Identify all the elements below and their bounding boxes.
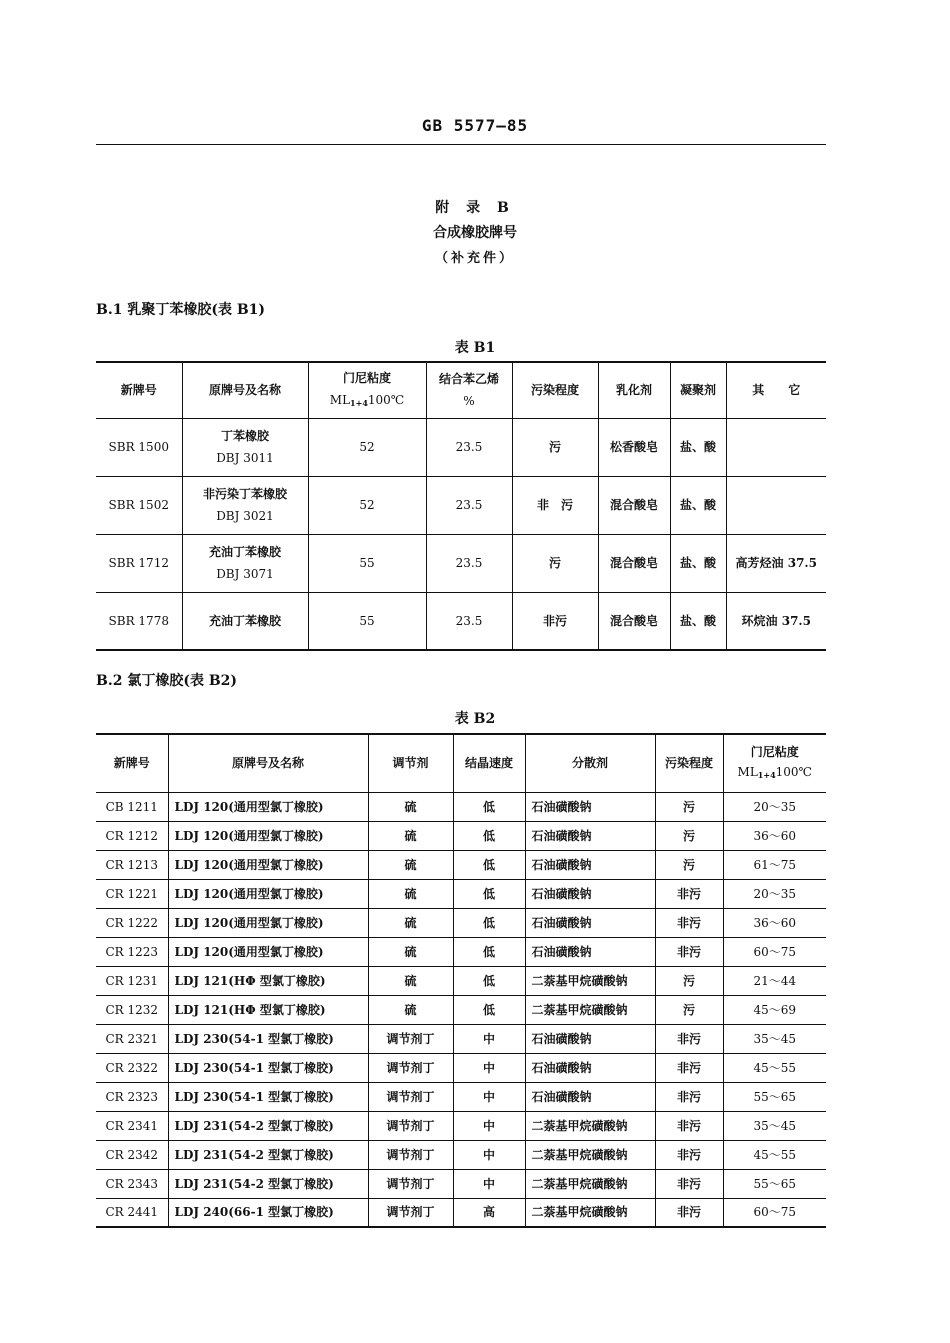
cell-staining: 非污 [655, 1024, 723, 1053]
cell-old-grade-name: LDJ 120(通用型氯丁橡胶) [168, 908, 368, 937]
cell-new-grade: CR 2343 [96, 1169, 168, 1198]
cell-new-grade: CR 2321 [96, 1024, 168, 1053]
cell-mooney: 52 [308, 476, 426, 534]
cell-mooney: 55 [308, 592, 426, 650]
cell-new-grade: CR 1221 [96, 879, 168, 908]
col-staining: 污染程度 [512, 362, 598, 418]
table-row [96, 850, 826, 879]
cell-staining: 污 [512, 534, 598, 592]
cell-old-code: DBJ 3021 [216, 509, 274, 523]
cell-old-grade-name: LDJ 121(HΦ 型氯丁橡胶) [168, 995, 368, 1024]
col-staining: 污染程度 [655, 734, 723, 792]
col-mooney [308, 362, 426, 418]
col-emulsifier: 乳化剂 [598, 362, 670, 418]
cell-old-code: DBJ 3011 [216, 451, 274, 465]
appendix-note: （补充件） [434, 251, 515, 266]
cell-new-grade: CR 1222 [96, 908, 168, 937]
cell-mooney: 55～65 [723, 1082, 826, 1111]
cell-mooney: 20～35 [723, 879, 826, 908]
cell-old-code: DBJ 3071 [216, 567, 274, 581]
table-row [96, 908, 826, 937]
cell-new-grade: CR 2323 [96, 1082, 168, 1111]
cell-modifier: 调节剂丁 [368, 1082, 453, 1111]
cell-crystallization: 中 [453, 1169, 525, 1198]
cell-old-grade-name [182, 476, 308, 534]
cell-new-grade: SBR 1502 [96, 476, 182, 534]
cell-new-grade: SBR 1500 [96, 418, 182, 476]
cell-new-grade: CR 2441 [96, 1198, 168, 1227]
cell-mooney: 60～75 [723, 937, 826, 966]
table-b2-header-row [96, 734, 826, 792]
table-b2-caption: 表 B2 [454, 711, 496, 727]
cell-other: 环烷油 37.5 [726, 592, 826, 650]
cell-old-grade-name: LDJ 120(通用型氯丁橡胶) [168, 821, 368, 850]
cell-modifier: 硫 [368, 850, 453, 879]
cell-staining: 非污 [655, 1140, 723, 1169]
cell-staining: 非污 [655, 1111, 723, 1140]
mooney-sub: 1+4 [757, 769, 776, 780]
cell-mooney: 45～69 [723, 995, 826, 1024]
mooney-ml: ML [737, 764, 758, 779]
cell-old-grade-name: LDJ 230(54-1 型氯丁橡胶) [168, 1082, 368, 1111]
cell-dispersant: 石油磺酸钠 [525, 1024, 655, 1053]
cell-old-grade-name: LDJ 120(通用型氯丁橡胶) [168, 937, 368, 966]
cell-modifier: 硫 [368, 995, 453, 1024]
cell-old-grade-name [182, 418, 308, 476]
cell-old-grade-name [182, 534, 308, 592]
cell-dispersant: 石油磺酸钠 [525, 937, 655, 966]
cell-crystallization: 低 [453, 850, 525, 879]
cell-crystallization: 中 [453, 1024, 525, 1053]
table-row [96, 1169, 826, 1198]
cell-coagulant: 盐、酸 [670, 476, 726, 534]
cell-other [726, 418, 826, 476]
table-row [96, 1082, 826, 1111]
cell-staining: 非污 [655, 908, 723, 937]
cell-old-grade-name: LDJ 240(66-1 型氯丁橡胶) [168, 1198, 368, 1227]
table-row [96, 476, 826, 534]
table-row [96, 592, 826, 650]
cell-styrene: 23.5 [426, 592, 512, 650]
table-row [96, 879, 826, 908]
table-row [96, 418, 826, 476]
cell-new-grade: CR 2322 [96, 1053, 168, 1082]
col-modifier: 调节剂 [368, 734, 453, 792]
col-coagulant: 凝聚剂 [670, 362, 726, 418]
appendix-title: 附 录 B [435, 200, 515, 216]
cell-mooney: 21～44 [723, 966, 826, 995]
styrene-unit: % [463, 394, 475, 409]
cell-dispersant: 二萘基甲烷磺酸钠 [525, 995, 655, 1024]
table-row [96, 937, 826, 966]
cell-new-grade: CR 1212 [96, 821, 168, 850]
cell-styrene: 23.5 [426, 476, 512, 534]
cell-modifier: 硫 [368, 792, 453, 821]
cell-mooney: 55～65 [723, 1169, 826, 1198]
cell-staining: 污 [655, 850, 723, 879]
cell-staining: 污 [655, 966, 723, 995]
mooney-label: 门尼粘度 [342, 370, 391, 385]
cell-modifier: 硫 [368, 821, 453, 850]
cell-mooney: 36～60 [723, 821, 826, 850]
cell-modifier: 调节剂丁 [368, 1024, 453, 1053]
cell-staining: 非污 [655, 1198, 723, 1227]
appendix-subtitle: 合成橡胶牌号 [433, 225, 517, 241]
cell-old-grade-name: LDJ 121(HΦ 型氯丁橡胶) [168, 966, 368, 995]
cell-coagulant: 盐、酸 [670, 534, 726, 592]
cell-staining: 污 [655, 821, 723, 850]
cell-dispersant: 二萘基甲烷磺酸钠 [525, 1198, 655, 1227]
cell-mooney: 60～75 [723, 1198, 826, 1227]
table-row [96, 966, 826, 995]
cell-modifier: 硫 [368, 908, 453, 937]
cell-staining: 非 污 [512, 476, 598, 534]
cell-mooney: 45～55 [723, 1140, 826, 1169]
cell-old-grade-name: 充油丁苯橡胶 [182, 592, 308, 650]
cell-crystallization: 高 [453, 1198, 525, 1227]
cell-old-grade-name: LDJ 231(54-2 型氯丁橡胶) [168, 1111, 368, 1140]
cell-old-name: 非污染丁苯橡胶 [202, 487, 287, 501]
cell-dispersant: 石油磺酸钠 [525, 908, 655, 937]
cell-dispersant: 二萘基甲烷磺酸钠 [525, 966, 655, 995]
col-new-grade: 新牌号 [96, 734, 168, 792]
cell-coagulant: 盐、酸 [670, 418, 726, 476]
cell-new-grade: CR 2342 [96, 1140, 168, 1169]
cell-old-grade-name: LDJ 120(通用型氯丁橡胶) [168, 850, 368, 879]
col-dispersant: 分散剂 [525, 734, 655, 792]
cell-staining: 非污 [655, 879, 723, 908]
cell-staining: 非污 [512, 592, 598, 650]
mooney-ml: ML [329, 392, 351, 407]
cell-modifier: 调节剂丁 [368, 1140, 453, 1169]
cell-emulsifier: 混合酸皂 [598, 592, 670, 650]
cell-staining: 污 [655, 995, 723, 1024]
cell-dispersant: 二萘基甲烷磺酸钠 [525, 1111, 655, 1140]
table-b1-caption: 表 B1 [454, 340, 496, 356]
cell-old-grade-name: LDJ 230(54-1 型氯丁橡胶) [168, 1053, 368, 1082]
cell-new-grade: CR 2341 [96, 1111, 168, 1140]
table-b2 [96, 733, 826, 1228]
cell-crystallization: 低 [453, 908, 525, 937]
table-b1-header-row [96, 362, 826, 418]
cell-staining: 非污 [655, 937, 723, 966]
cell-crystallization: 低 [453, 821, 525, 850]
col-crystallization: 结晶速度 [453, 734, 525, 792]
cell-mooney: 52 [308, 418, 426, 476]
table-row [96, 1140, 826, 1169]
cell-mooney: 45～55 [723, 1053, 826, 1082]
cell-new-grade: SBR 1712 [96, 534, 182, 592]
col-mooney [723, 734, 826, 792]
col-new-grade: 新牌号 [96, 362, 182, 418]
cell-emulsifier: 混合酸皂 [598, 534, 670, 592]
cell-staining: 污 [512, 418, 598, 476]
cell-modifier: 调节剂丁 [368, 1111, 453, 1140]
table-b2-body [96, 792, 826, 1227]
cell-mooney: 35～45 [723, 1111, 826, 1140]
mooney-temp: 100℃ [367, 392, 405, 407]
cell-dispersant: 石油磺酸钠 [525, 821, 655, 850]
cell-crystallization: 低 [453, 966, 525, 995]
cell-emulsifier: 松香酸皂 [598, 418, 670, 476]
cell-mooney: 61～75 [723, 850, 826, 879]
cell-crystallization: 低 [453, 792, 525, 821]
cell-staining: 污 [655, 792, 723, 821]
table-row [96, 1198, 826, 1227]
cell-emulsifier: 混合酸皂 [598, 476, 670, 534]
cell-dispersant: 石油磺酸钠 [525, 1082, 655, 1111]
cell-old-grade-name: LDJ 231(54-2 型氯丁橡胶) [168, 1169, 368, 1198]
cell-new-grade: CR 1232 [96, 995, 168, 1024]
table-row [96, 792, 826, 821]
cell-old-grade-name: LDJ 231(54-2 型氯丁橡胶) [168, 1140, 368, 1169]
cell-mooney: 55 [308, 534, 426, 592]
cell-dispersant: 二萘基甲烷磺酸钠 [525, 1140, 655, 1169]
col-old-grade-name: 原牌号及名称 [168, 734, 368, 792]
cell-staining: 非污 [655, 1169, 723, 1198]
table-row [96, 1024, 826, 1053]
cell-new-grade: SBR 1778 [96, 592, 182, 650]
cell-new-grade: CB 1211 [96, 792, 168, 821]
cell-crystallization: 低 [453, 995, 525, 1024]
cell-dispersant: 石油磺酸钠 [525, 879, 655, 908]
mooney-label: 门尼粘度 [750, 744, 799, 759]
cell-modifier: 调节剂丁 [368, 1053, 453, 1082]
section-b1-heading: B.1 乳聚丁苯橡胶(表 B1) [96, 302, 266, 318]
cell-old-grade-name: LDJ 120(通用型氯丁橡胶) [168, 879, 368, 908]
cell-new-grade: CR 1231 [96, 966, 168, 995]
cell-styrene: 23.5 [426, 418, 512, 476]
cell-crystallization: 中 [453, 1053, 525, 1082]
cell-styrene: 23.5 [426, 534, 512, 592]
cell-modifier: 硫 [368, 966, 453, 995]
mooney-temp: 100℃ [775, 764, 812, 779]
section-b2-heading: B.2 氯丁橡胶(表 B2) [96, 673, 238, 689]
col-other: 其 它 [726, 362, 826, 418]
cell-old-grade-name: LDJ 120(通用型氯丁橡胶) [168, 792, 368, 821]
table-row [96, 995, 826, 1024]
cell-mooney: 20～35 [723, 792, 826, 821]
cell-staining: 非污 [655, 1053, 723, 1082]
header-rule [96, 144, 826, 145]
cell-other: 高芳烃油 37.5 [726, 534, 826, 592]
cell-modifier: 硫 [368, 937, 453, 966]
mooney-sub: 1+4 [350, 397, 368, 408]
cell-modifier: 硫 [368, 879, 453, 908]
cell-dispersant: 石油磺酸钠 [525, 792, 655, 821]
cell-coagulant: 盐、酸 [670, 592, 726, 650]
cell-new-grade: CR 1213 [96, 850, 168, 879]
cell-modifier: 调节剂丁 [368, 1169, 453, 1198]
table-row [96, 821, 826, 850]
styrene-label: 结合苯乙烯 [438, 372, 499, 387]
cell-old-name: 丁苯橡胶 [220, 429, 269, 443]
cell-new-grade: CR 1223 [96, 937, 168, 966]
table-row [96, 534, 826, 592]
col-styrene [426, 362, 512, 418]
cell-old-grade-name: LDJ 230(54-1 型氯丁橡胶) [168, 1024, 368, 1053]
standard-number: GB 5577—85 [421, 116, 529, 135]
table-b1 [96, 361, 826, 651]
cell-crystallization: 中 [453, 1140, 525, 1169]
cell-crystallization: 低 [453, 879, 525, 908]
table-row [96, 1111, 826, 1140]
cell-old-name: 充油丁苯橡胶 [208, 545, 281, 559]
cell-crystallization: 中 [453, 1082, 525, 1111]
cell-staining: 非污 [655, 1082, 723, 1111]
table-row [96, 1053, 826, 1082]
cell-dispersant: 石油磺酸钠 [525, 850, 655, 879]
cell-mooney: 35～45 [723, 1024, 826, 1053]
cell-dispersant: 二萘基甲烷磺酸钠 [525, 1169, 655, 1198]
cell-crystallization: 低 [453, 937, 525, 966]
cell-dispersant: 石油磺酸钠 [525, 1053, 655, 1082]
cell-modifier: 调节剂丁 [368, 1198, 453, 1227]
cell-mooney: 36～60 [723, 908, 826, 937]
cell-other [726, 476, 826, 534]
col-old-grade-name: 原牌号及名称 [182, 362, 308, 418]
cell-crystallization: 中 [453, 1111, 525, 1140]
